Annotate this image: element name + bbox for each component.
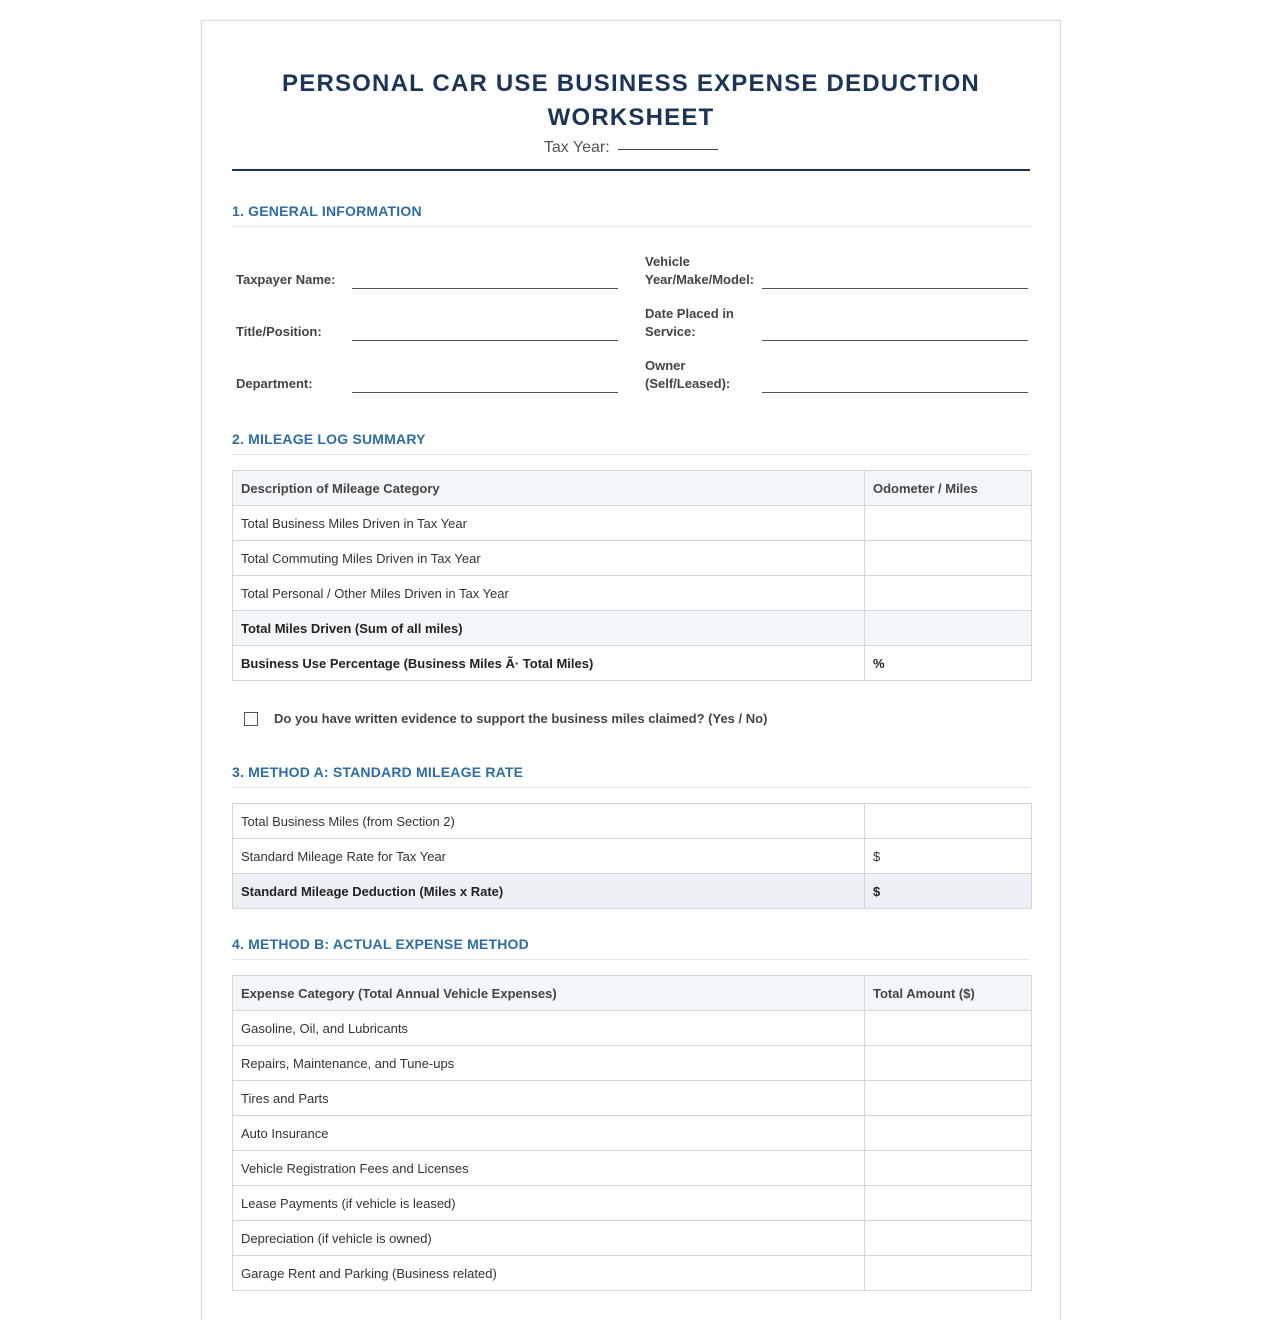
section-standard-mileage-title: 3. METHOD A: STANDARD MILEAGE RATE — [232, 764, 1030, 788]
column-header: Description of Mileage Category — [233, 471, 865, 506]
row-value-cell[interactable] — [865, 1116, 1032, 1151]
table-header-row — [233, 471, 1032, 506]
row-label: Gasoline, Oil, and Lubricants — [233, 1011, 865, 1046]
table-row-percentage — [233, 646, 1032, 681]
field-label: Owner (Self/Leased): — [645, 358, 731, 391]
written-evidence-checkbox[interactable] — [244, 712, 258, 726]
document-title: PERSONAL CAR USE BUSINESS EXPENSE DEDUCTION WORKSHEET — [282, 70, 980, 131]
section-general-information-title: 1. GENERAL INFORMATION — [232, 203, 1030, 227]
vehicle-input-line[interactable] — [762, 287, 1028, 289]
row-label: Standard Mileage Rate for Tax Year — [233, 839, 865, 874]
row-value-cell[interactable] — [865, 1151, 1032, 1186]
row-label: Total Miles Driven (Sum of all miles) — [233, 611, 865, 646]
field-label: Taxpayer Name: — [236, 272, 336, 287]
column-header: Odometer / Miles — [865, 471, 1032, 506]
column-header: Total Amount ($) — [865, 976, 1032, 1011]
department-input-line[interactable] — [352, 391, 618, 393]
field-label: Vehicle Year/Make/Model: — [645, 254, 755, 287]
row-value-cell[interactable]: $ — [865, 874, 1032, 909]
table-row — [233, 506, 1032, 541]
table-row — [233, 1116, 1032, 1151]
row-value-cell[interactable] — [865, 611, 1032, 646]
row-value-cell[interactable]: $ — [865, 839, 1032, 874]
row-label: Depreciation (if vehicle is owned) — [233, 1221, 865, 1256]
table-row — [233, 1256, 1032, 1291]
checkbox-label: Do you have written evidence to support the business miles claimed? (Yes / No) — [274, 711, 768, 726]
worksheet-page — [201, 20, 1061, 1320]
row-value-cell[interactable] — [865, 1221, 1032, 1256]
row-label: Total Business Miles Driven in Tax Year — [233, 506, 865, 541]
date-placed-in-service-field — [622, 293, 1032, 345]
taxpayer-name-input-line[interactable] — [352, 287, 618, 289]
department-field — [232, 345, 622, 397]
table-row — [233, 1221, 1032, 1256]
field-label: Department: — [236, 376, 313, 391]
row-label: Total Commuting Miles Driven in Tax Year — [233, 541, 865, 576]
row-label: Business Use Percentage (Business Miles Ã· Total Miles) — [233, 646, 865, 681]
standard-mileage-table — [232, 803, 1032, 909]
row-value-cell[interactable] — [865, 1256, 1032, 1291]
taxpayer-name-field — [232, 241, 622, 293]
field-label: Title/Position: — [236, 324, 322, 339]
table-header-row — [233, 976, 1032, 1011]
field-label: Date Placed in Service: — [645, 306, 734, 339]
title-position-input-line[interactable] — [352, 339, 618, 341]
section-actual-expense-title: 4. METHOD B: ACTUAL EXPENSE METHOD — [232, 936, 1030, 960]
actual-expense-table — [232, 975, 1032, 1291]
column-header: Expense Category (Total Annual Vehicle Expenses) — [233, 976, 865, 1011]
owner-field — [622, 345, 1032, 397]
table-row — [233, 576, 1032, 611]
tax-year-field — [232, 139, 1030, 157]
row-label: Repairs, Maintenance, and Tune-ups — [233, 1046, 865, 1081]
table-row — [233, 1186, 1032, 1221]
row-label: Total Business Miles (from Section 2) — [233, 804, 865, 839]
document-header — [232, 21, 1030, 171]
written-evidence-question — [232, 711, 1030, 726]
row-label: Vehicle Registration Fees and Licenses — [233, 1151, 865, 1186]
row-label: Garage Rent and Parking (Business related) — [233, 1256, 865, 1291]
section-mileage-log-title: 2. MILEAGE LOG SUMMARY — [232, 431, 1030, 455]
tax-year-input-line[interactable] — [618, 148, 718, 150]
owner-input-line[interactable] — [762, 391, 1028, 393]
row-value-cell[interactable]: % — [865, 646, 1032, 681]
table-row — [233, 1046, 1032, 1081]
row-value-cell[interactable] — [865, 1186, 1032, 1221]
row-label: Total Personal / Other Miles Driven in Tax Year — [233, 576, 865, 611]
row-value-cell[interactable] — [865, 1011, 1032, 1046]
table-row — [233, 1151, 1032, 1186]
row-value-cell[interactable] — [865, 506, 1032, 541]
row-value-cell[interactable] — [865, 804, 1032, 839]
general-information-grid — [232, 241, 1030, 397]
table-row-result — [233, 874, 1032, 909]
mileage-log-table — [232, 470, 1032, 681]
row-value-cell[interactable] — [865, 576, 1032, 611]
tax-year-label: Tax Year: — [543, 139, 610, 156]
table-row — [233, 541, 1032, 576]
general-info-right-column — [622, 241, 1032, 397]
general-info-left-column — [232, 241, 622, 397]
row-value-cell[interactable] — [865, 1081, 1032, 1116]
row-label: Lease Payments (if vehicle is leased) — [233, 1186, 865, 1221]
vehicle-field — [622, 241, 1032, 293]
table-row — [233, 804, 1032, 839]
table-row — [233, 839, 1032, 874]
date-placed-input-line[interactable] — [762, 339, 1028, 341]
row-value-cell[interactable] — [865, 541, 1032, 576]
row-label: Standard Mileage Deduction (Miles x Rate) — [233, 874, 865, 909]
row-value-cell[interactable] — [865, 1046, 1032, 1081]
row-label: Auto Insurance — [233, 1116, 865, 1151]
table-row — [233, 1081, 1032, 1116]
row-label: Tires and Parts — [233, 1081, 865, 1116]
title-position-field — [232, 293, 622, 345]
table-row-total — [233, 611, 1032, 646]
table-row — [233, 1011, 1032, 1046]
